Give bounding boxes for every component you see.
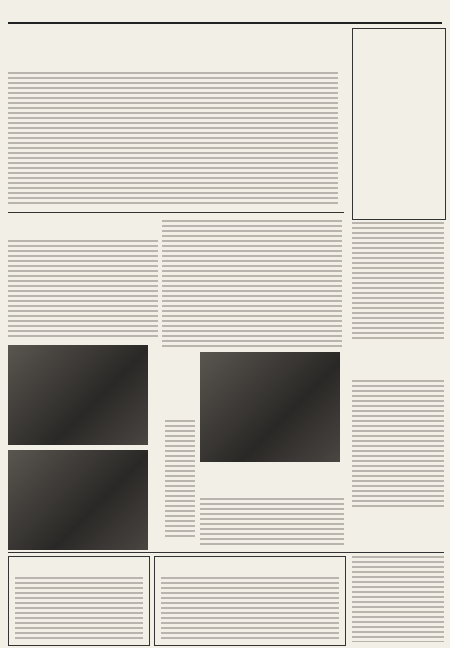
feature-photo-left <box>8 345 148 445</box>
lower-story-body <box>200 498 344 548</box>
bottom-middle-box <box>154 556 346 646</box>
feature-body-left <box>8 240 158 340</box>
divider <box>8 212 344 213</box>
bottom-left-body <box>15 577 143 639</box>
lower-photo <box>8 450 148 550</box>
bottom-left-box <box>8 556 150 646</box>
masthead <box>8 4 442 24</box>
feature-photo-right <box>200 352 340 462</box>
feature-body-middle <box>162 220 342 350</box>
bottom-middle-body <box>161 577 339 639</box>
right-column-body <box>352 380 444 510</box>
lead-body <box>8 72 338 207</box>
divider <box>8 552 444 553</box>
right-sidebar-header <box>352 28 446 220</box>
right-sidebar-body <box>352 222 444 342</box>
vertical-story-body <box>165 420 195 540</box>
bottom-right-body <box>352 556 444 642</box>
